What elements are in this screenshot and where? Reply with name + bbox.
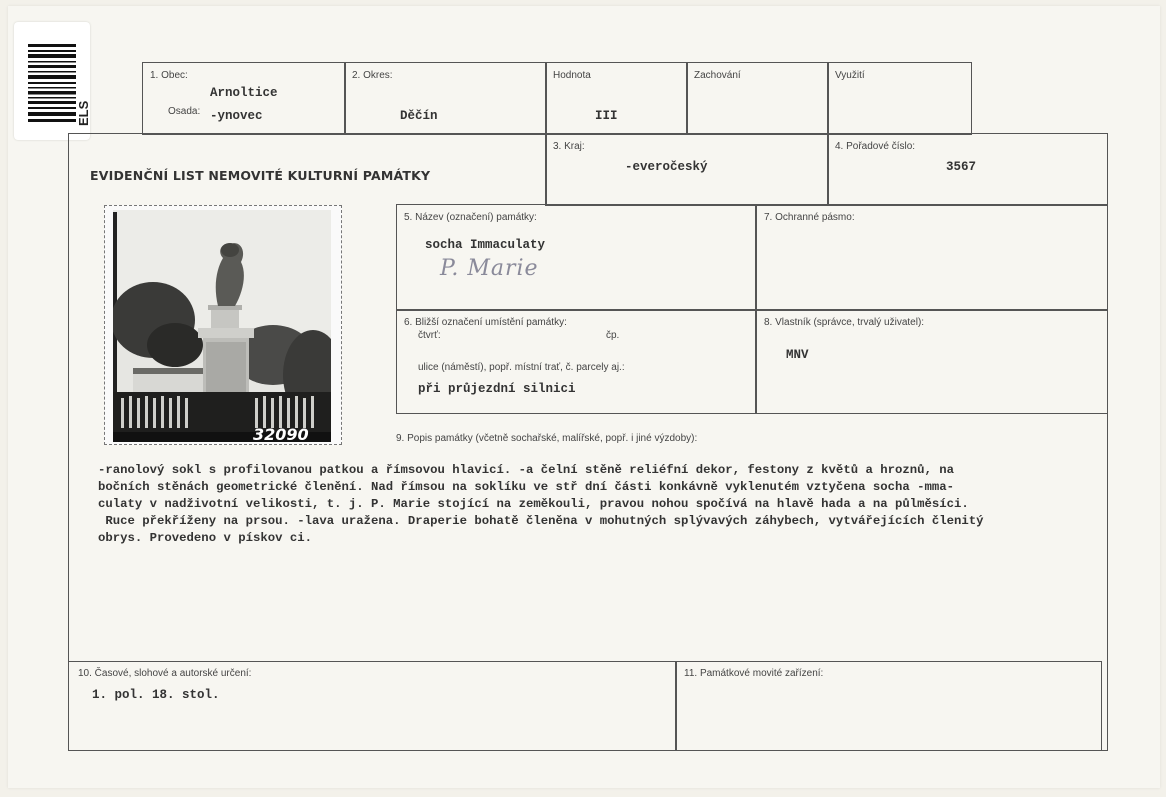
osada-label: Osada: [168, 106, 201, 117]
okres-label: 2. Okres: [352, 70, 393, 81]
popis-line: culaty v nadživotní velikosti, t. j. P. Marie stojící na zeměkouli, pravou nohou spočívá na hlavě hada a na půlměsíci. [98, 497, 969, 511]
poradove-value: 3567 [946, 160, 977, 174]
barcode-icon [28, 44, 76, 122]
photo-number: 32090 [253, 425, 309, 442]
cp-label: čp. [606, 330, 620, 341]
popis-line: obrys. Provedeno v pískov ci. [98, 531, 313, 545]
hodnota-value: III [595, 109, 618, 123]
popis-line: Ruce překříženy na prsou. -lava uražena. Draperie bohatě členěna v mohutných splývavých záhybech, vytvářejících členitý [98, 514, 984, 528]
zachovani-label: Zachování [694, 70, 741, 81]
kraj-label: 3. Kraj: [553, 141, 585, 152]
popis-line: -ranolový sokl s profilovanou patkou a římsovou hlavicí. -a čelní stěně reliéfní dekor, festony z květů a hroznů, na [98, 463, 955, 477]
vlastnik-label: 8. Vlastník (správce, trvalý uživatel): [764, 317, 925, 328]
ulice-label: ulice (náměstí), popř. místní trať, č. parcely aj.: [418, 362, 625, 373]
popis-text [98, 462, 1108, 547]
movite-label: 11. Památkové movité zařízení: [684, 668, 824, 679]
hodnota-label: Hodnota [553, 70, 591, 81]
okres-value: Děčín [400, 109, 438, 123]
vyuziti-label: Využití [835, 70, 865, 81]
statue-photo [113, 210, 331, 442]
nazev-value: socha Immaculaty [425, 238, 546, 252]
popis-label: 9. Popis památky (včetně sochařské, malířské, popř. i jiné výzdoby): [396, 433, 698, 444]
barcode-sticker [14, 22, 90, 140]
casove-label: 10. Časové, slohové a autorské určení: [78, 668, 252, 679]
nazev-label: 5. Název (označení) památky: [404, 212, 537, 223]
photo-frame [104, 205, 342, 445]
obec-label: 1. Obec: [150, 70, 188, 81]
ochranne-label: 7. Ochranné pásmo: [764, 212, 855, 223]
blizsi-label: 6. Bližší označení umístění památky: [404, 317, 567, 328]
casove-value: 1. pol. 18. stol. [92, 688, 220, 702]
vlastnik-value: MNV [786, 348, 809, 362]
poradove-label: 4. Pořadové číslo: [835, 141, 916, 152]
blizsi-value: při průjezdní silnici [418, 382, 576, 396]
nazev-handwritten: P. Marie [440, 256, 539, 281]
osada-value: -ynovec [210, 109, 263, 123]
obec-value: Arnoltice [210, 86, 278, 100]
sticker-code: ELS [76, 100, 91, 126]
kraj-value: -everočeský [625, 160, 708, 174]
page-title: EVIDENČNÍ LIST NEMOVITÉ KULTURNÍ PAMÁTKY [90, 168, 431, 183]
popis-line: bočních stěnách geometrické členění. Nad římsou na soklíku ve stř dní části konkávně vyklenutém vztyčena socha -mma- [98, 480, 955, 494]
ctvrt-label: čtvrť: [418, 330, 441, 341]
